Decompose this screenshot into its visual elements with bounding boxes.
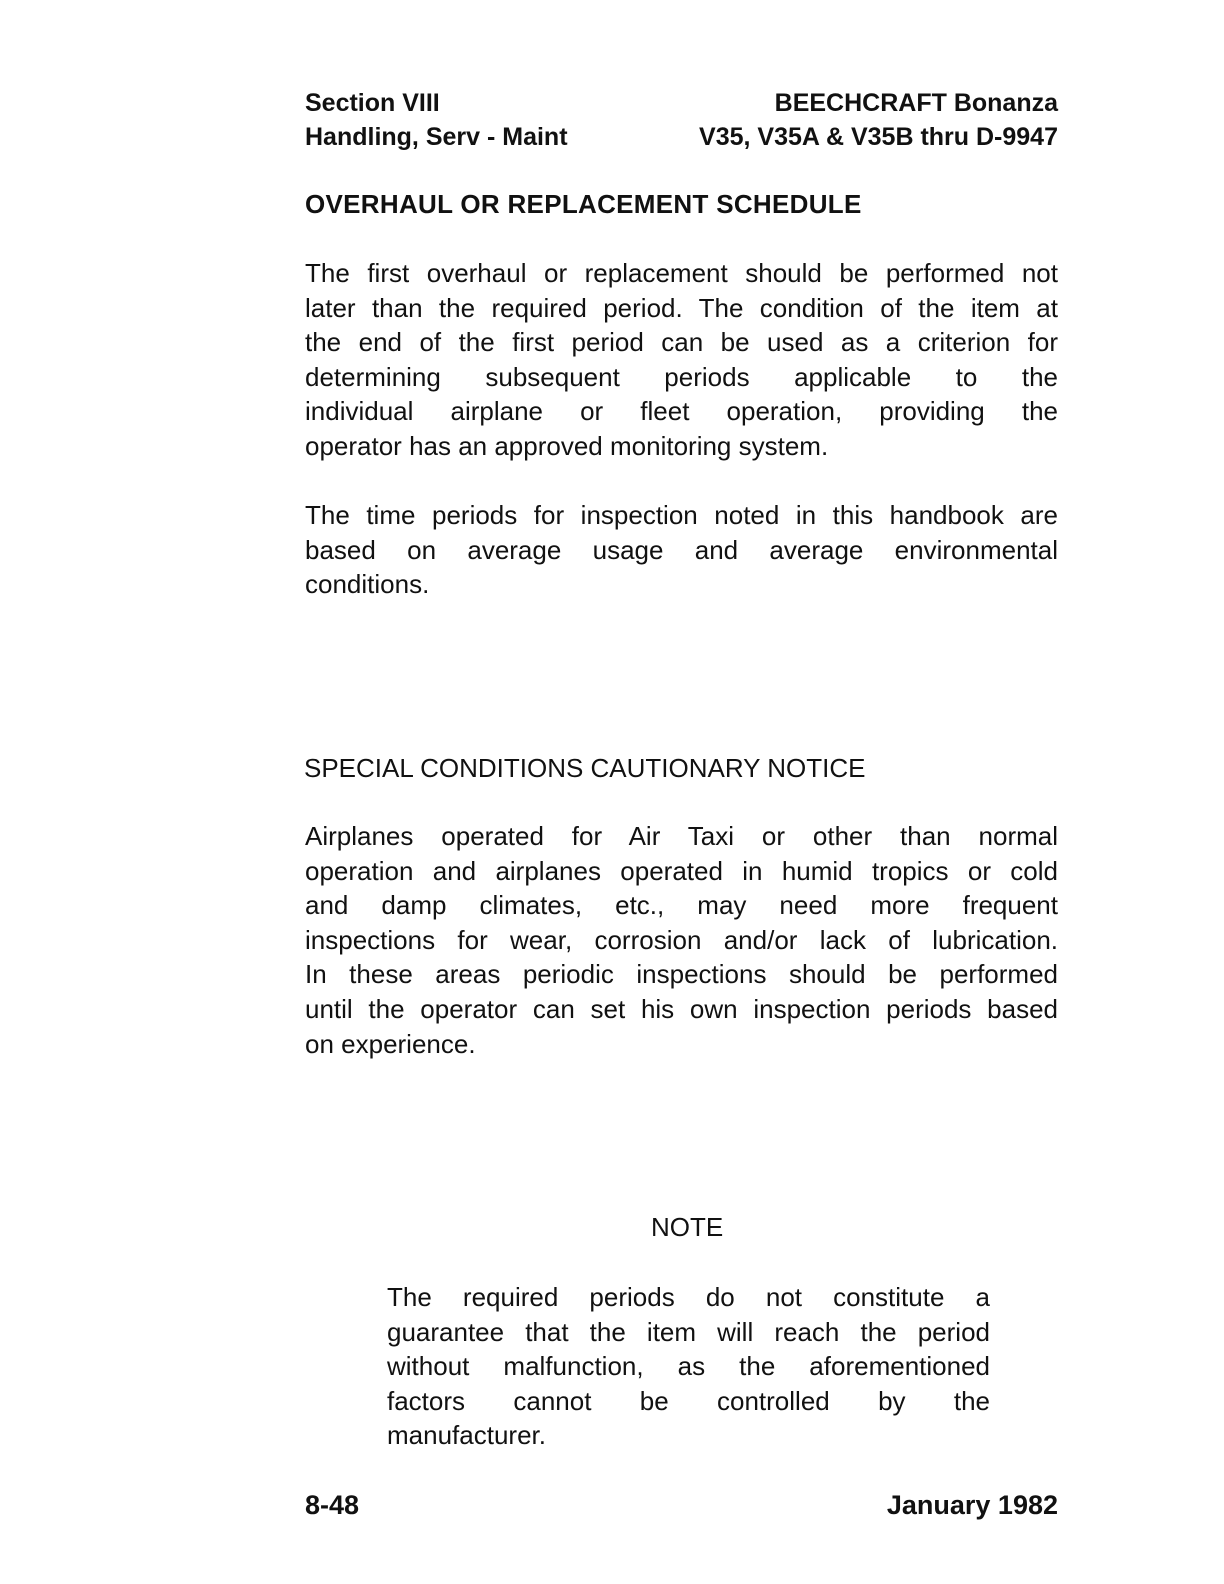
overhaul-paragraph-2 [305, 498, 1058, 602]
paragraph-line: without malfunction, as the aforementioned [387, 1351, 990, 1382]
publication-date: January 1982 [886, 1490, 1058, 1520]
header-aircraft-name: BEECHCRAFT Bonanza [774, 89, 1058, 117]
overhaul-paragraph-1 [305, 256, 1058, 464]
note-paragraph [387, 1280, 990, 1453]
paragraph-line: operator has an approved monitoring system. [305, 430, 829, 461]
special-conditions-title: SPECIAL CONDITIONS CAUTIONARY NOTICE [304, 753, 866, 783]
paragraph-line: based on average usage and average environmental [305, 534, 1058, 565]
paragraph-line: The time periods for inspection noted in this handbook are [305, 500, 1058, 530]
paragraph-line: The required periods do not constitute a [387, 1282, 990, 1312]
header-aircraft-info [600, 86, 1058, 154]
paragraph-line: conditions. [305, 569, 430, 600]
header-section-label: Section VIII [305, 89, 440, 117]
special-conditions-paragraph [305, 819, 1058, 1061]
paragraph-line: determining subsequent periods applicable to the [305, 361, 1058, 392]
header-aircraft-models: V35, V35A & V35B thru D-9947 [699, 123, 1058, 151]
paragraph-line: The first overhaul or replacement should be performed not [305, 258, 1058, 288]
paragraph-line: and damp climates, etc., may need more frequent [305, 890, 1058, 921]
note-title: NOTE [651, 1212, 724, 1242]
header-section-info [305, 86, 568, 154]
header-chapter-label: Handling, Serv - Maint [305, 123, 568, 151]
paragraph-line: later than the required period. The condition of the item at [305, 292, 1058, 323]
paragraph-line: Airplanes operated for Air Taxi or other than normal [305, 821, 1058, 851]
paragraph-line: until the operator can set his own inspection periods based [305, 993, 1058, 1024]
overhaul-section-title: OVERHAUL OR REPLACEMENT SCHEDULE [305, 189, 862, 219]
paragraph-line: individual airplane or fleet operation, providing the [305, 396, 1058, 427]
paragraph-line: operation and airplanes operated in humid tropics or cold [305, 855, 1058, 886]
paragraph-line: manufacturer. [387, 1420, 546, 1451]
paragraph-line: the end of the first period can be used as a criterion for [305, 327, 1058, 358]
page-number: 8-48 [305, 1490, 360, 1520]
paragraph-line: inspections for wear, corrosion and/or lack of lubrication. [305, 924, 1058, 955]
paragraph-line: In these areas periodic inspections should be performed [305, 959, 1058, 990]
paragraph-line: guarantee that the item will reach the period [387, 1316, 990, 1347]
paragraph-line: on experience. [305, 1028, 476, 1059]
paragraph-line: factors cannot be controlled by the [387, 1385, 990, 1416]
